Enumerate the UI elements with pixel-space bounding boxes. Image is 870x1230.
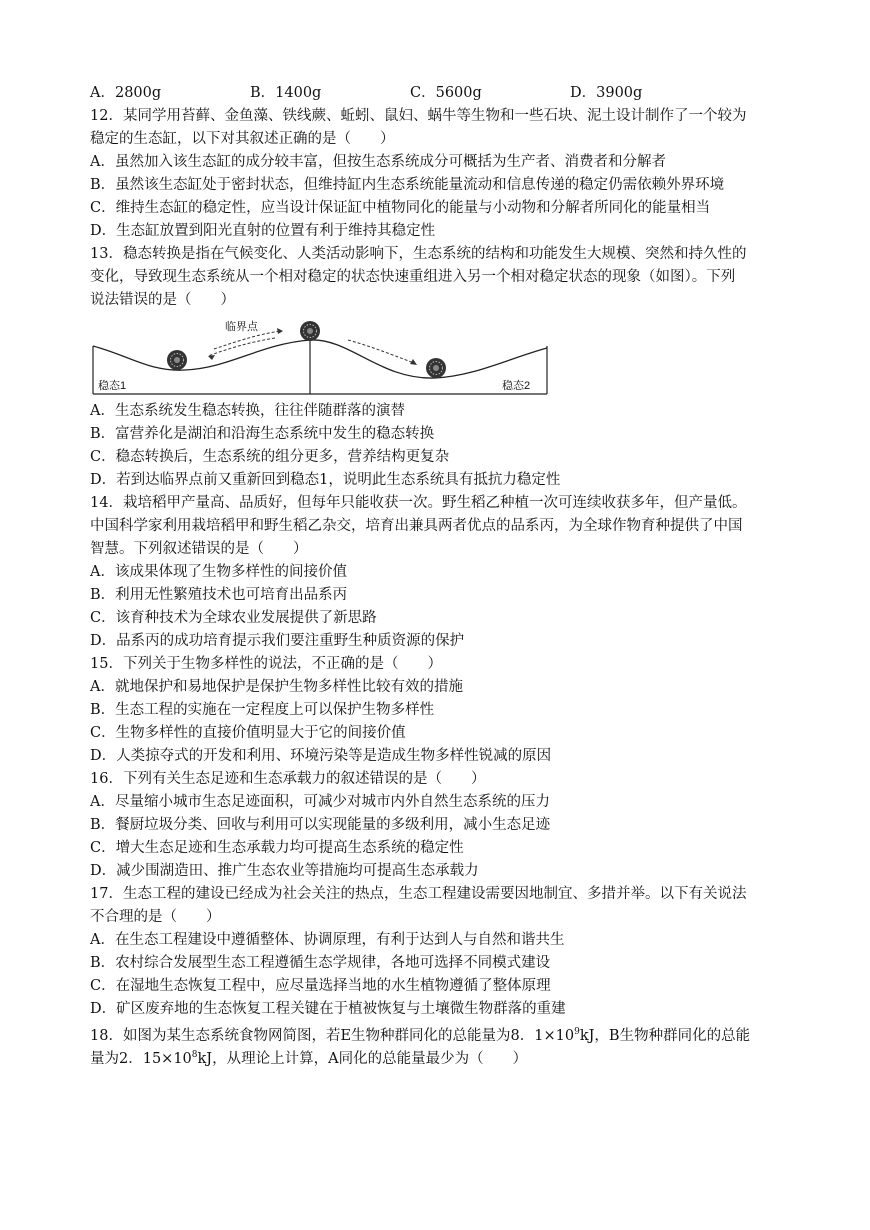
q15-option-d: D．人类掠夺式的开发和利用、环境污染等是造成生物多样性锐减的原因	[90, 748, 552, 764]
q18-line2-exponent: 8	[191, 1050, 198, 1060]
q14-option-a: A．该成果体现了生物多样性的间接价值	[90, 564, 347, 580]
ball-state1-icon	[167, 350, 187, 370]
q11-options	[90, 82, 790, 105]
q14-stem-line: 中国科学家利用栽培稻甲和野生稻乙杂交，培育出兼具两者优点的品系丙，为全球作物育种提供了中国	[90, 518, 743, 534]
q11-option-a: A．2800g	[90, 85, 162, 101]
q13-option-d: D．若到达临界点前又重新回到稳态1，说明此生态系统具有抵抗力稳定性	[90, 472, 561, 488]
q18-line1-exponent: 9	[574, 1027, 580, 1037]
q11-option-b: B．1400g	[250, 85, 322, 101]
q14-option-c: C．该育种技术为全球农业发展提供了新思路	[90, 610, 377, 626]
q17-stem-line: 17．生态工程的建设已经成为社会关注的热点，生态工程建设需要因地制宜、多措并举。以下有关说法	[90, 886, 747, 902]
q14-stem-line: 14．栽培稻甲产量高、品质好，但每年只能收获一次。野生稻乙种植一次可连续收获多年，但产量低。	[90, 495, 747, 511]
arrow-head-icon	[277, 328, 283, 334]
question-16	[90, 768, 790, 883]
label-state1: 稳态1	[98, 380, 127, 392]
q13-stem-line: 变化，导致现生态系统从一个相对稳定的状态快速重组进入另一个相对稳定状态的现象（如图）。下列	[90, 269, 736, 285]
q13-stem-line: 13．稳态转换是指在气候变化、人类活动影响下，生态系统的结构和功能发生大规模、突然和持久性的	[90, 246, 747, 262]
q17-option-c: C．在湿地生态恢复工程中，应尽量选择当地的水生植物遵循了整体原理	[90, 978, 551, 994]
q13-option-c: C．稳态转换后，生态系统的组分更多，营养结构更复杂	[90, 449, 450, 465]
question-12	[90, 105, 790, 243]
q12-option-b: B．虽然该生态缸处于密封状态，但维持缸内生态系统能量流动和信息传递的稳定仍需依赖外界环境	[90, 177, 725, 193]
q16-stem-line: 16．下列有关生态足迹和生态承载力的叙述错误的是（ ）	[90, 771, 486, 787]
q11-option-d: D．3900g	[570, 85, 643, 101]
q17-option-d: D．矿区废弃地的生态恢复工程关键在于植被恢复与土壤微生物群落的重建	[90, 1001, 566, 1017]
question-13	[90, 243, 790, 492]
q18-stem-line	[90, 1044, 790, 1067]
q18-line1-text-end: kJ，B生物种群同化的总能	[579, 1027, 751, 1044]
stability-diagram	[90, 318, 790, 396]
stability-curve	[93, 340, 547, 378]
label-critical-point: 临界点	[225, 321, 258, 333]
stability-curve-svg	[90, 318, 550, 398]
q18-line2-text-end: kJ，从理论上计算，A同化的总能量最少为（ ）	[197, 1050, 528, 1067]
q12-stem-line: 12．某同学用苔藓、金鱼藻、铁线蕨、蚯蚓、鼠妇、蜗牛等生物和一些石块、泥土设计制作了一个较为	[90, 108, 747, 124]
q17-option-a: A．在生态工程建设中遵循整体、协调原理，有利于达到人与自然和谐共生	[90, 932, 565, 948]
q16-option-c: C．增大生态足迹和生态承载力均可提高生态系统的稳定性	[90, 840, 464, 856]
q12-stem-line: 稳定的生态缸，以下对其叙述正确的是（ ）	[90, 131, 395, 147]
q12-option-a: A．虽然加入该生态缸的成分较丰富，但按生态系统成分可概括为生产者、消费者和分解者	[90, 154, 666, 170]
ball-critical-point-icon	[300, 321, 320, 341]
question-15	[90, 653, 790, 768]
q18-stem-line	[90, 1021, 790, 1044]
arrow-to-critical-point	[214, 331, 280, 349]
arrow-back-to-state1	[208, 338, 275, 356]
q14-option-d: D．品系丙的成功培育提示我们要注重野生种质资源的保护	[90, 633, 465, 649]
q15-stem-line: 15．下列关于生物多样性的说法，不正确的是（ ）	[90, 656, 442, 672]
q16-option-d: D．减少围湖造田、推广生态农业等措施均可提高生态承载力	[90, 863, 479, 879]
label-state2: 稳态2	[502, 380, 531, 392]
q15-option-b: B．生态工程的实施在一定程度上可以保护生物多样性	[90, 702, 435, 718]
arrow-to-state2	[348, 340, 414, 363]
q11-option-c: C．5600g	[410, 85, 482, 101]
q17-stem-line: 不合理的是（ ）	[90, 909, 221, 925]
q17-option-b: B．农村综合发展型生态工程遵循生态学规律，各地可选择不同模式建设	[90, 955, 551, 971]
q12-option-c: C．维持生态缸的稳定性，应当设计保证缸中植物同化的能量与小动物和分解者所同化的能量相当	[90, 200, 711, 216]
q18-line2-text: 量为2．15×10	[90, 1050, 192, 1067]
q16-option-a: A．尽量缩小城市生态足迹面积，可减少对城市内外自然生态系统的压力	[90, 794, 550, 810]
question-18	[90, 1021, 790, 1067]
q13-stem-line: 说法错误的是（ ）	[90, 292, 235, 308]
q15-option-a: A．就地保护和易地保护是保护生物多样性比较有效的措施	[90, 679, 463, 695]
q13-option-a: A．生态系统发生稳态转换，往往伴随群落的演替	[90, 403, 405, 419]
q14-stem-line: 智慧。下列叙述错误的是（ ）	[90, 541, 308, 557]
q14-option-b: B．利用无性繁殖技术也可培育出品系丙	[90, 587, 348, 603]
exam-page	[90, 82, 790, 1067]
q12-option-d: D．生态缸放置到阳光直射的位置有利于维持其稳定性	[90, 223, 436, 239]
arrow-head-icon	[208, 355, 215, 360]
question-14	[90, 492, 790, 653]
q16-option-b: B．餐厨垃圾分类、回收与利用可以实现能量的多级利用，减小生态足迹	[90, 817, 551, 833]
q15-option-c: C．生物多样性的直接价值明显大于它的间接价值	[90, 725, 406, 741]
question-17	[90, 883, 790, 1021]
q13-option-b: B．富营养化是湖泊和沿海生态系统中发生的稳态转换	[90, 426, 435, 442]
ball-state2-icon	[426, 358, 446, 378]
q18-line1-text: 18．如图为某生态系统食物网简图，若E生物种群同化的总能量为8．1×10	[90, 1027, 575, 1044]
